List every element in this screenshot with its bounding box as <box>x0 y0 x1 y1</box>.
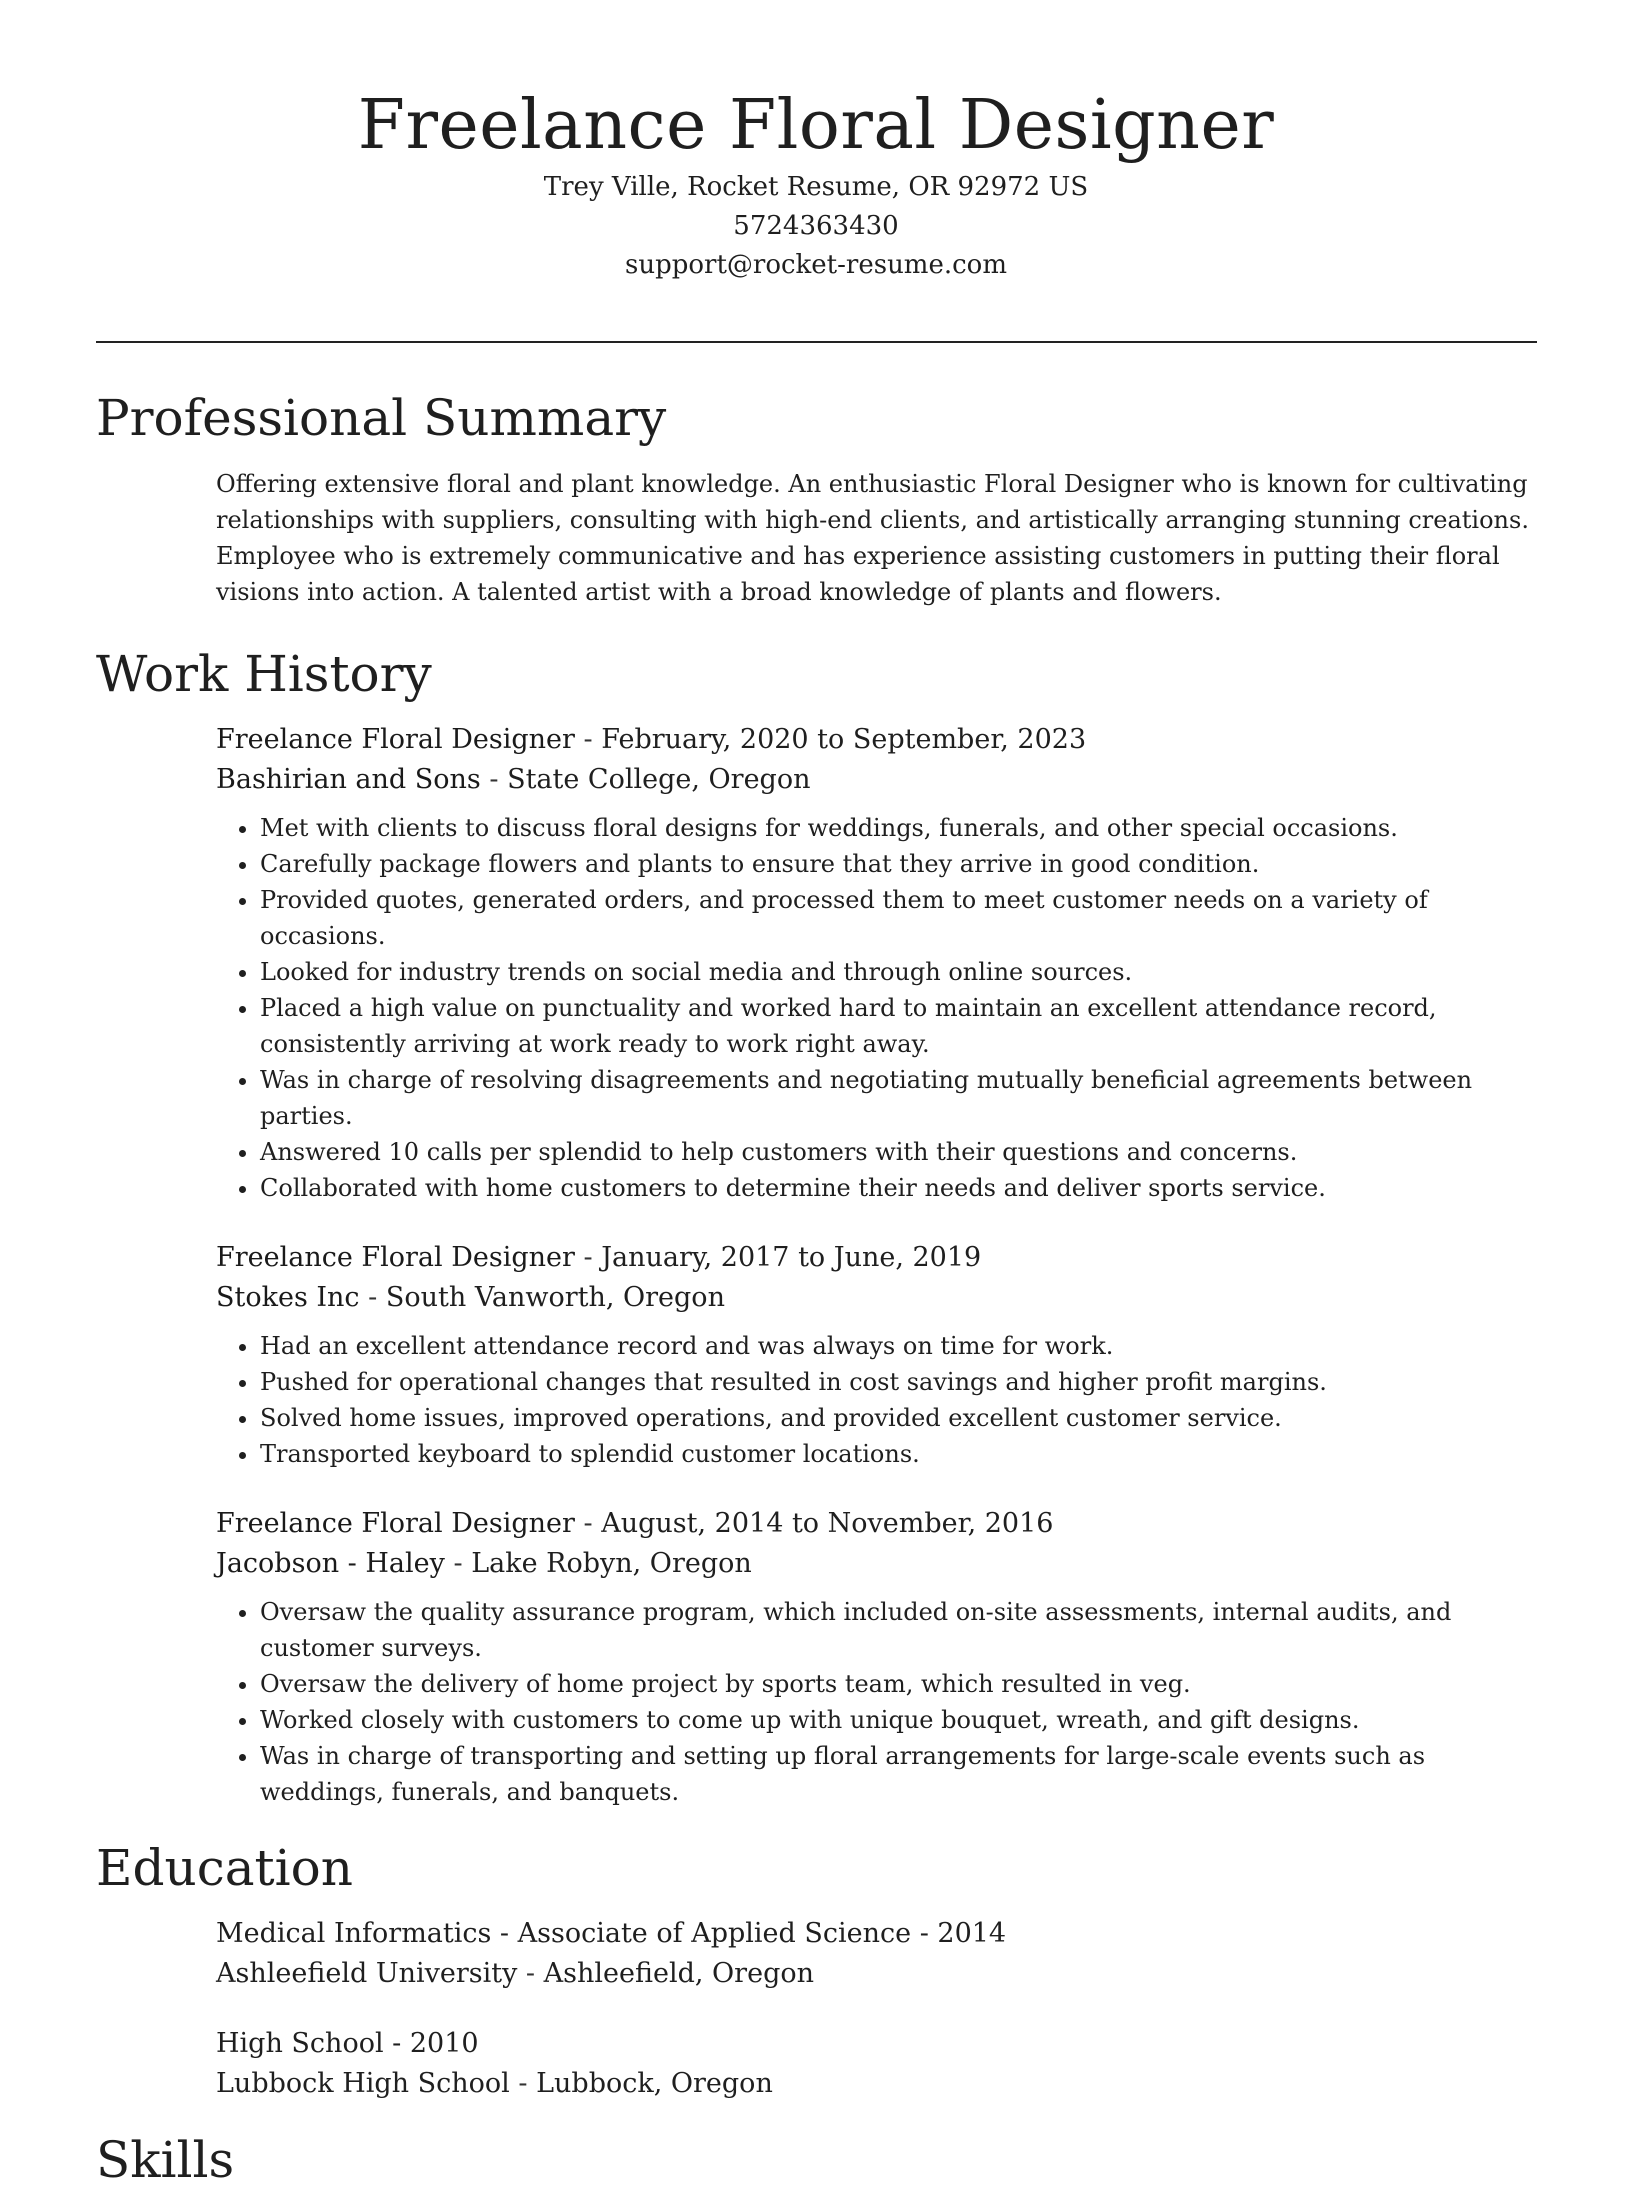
education-entry <box>216 1914 1537 1994</box>
job-title: Freelance Floral Designer <box>216 1242 575 1273</box>
job-dates: January, 2017 to June, 2019 <box>601 1242 982 1273</box>
education-degree-line: High School - 2010 <box>216 2028 479 2059</box>
job-dates: August, 2014 to November, 2016 <box>601 1508 1054 1539</box>
job-dates: February, 2020 to September, 2023 <box>601 724 1087 755</box>
education-school-line: Lubbock High School - Lubbock, Oregon <box>216 2068 773 2099</box>
education-school-line: Ashleefield University - Ashleefield, Oregon <box>216 1958 814 1989</box>
job-bullet: • Had an excellent attendance record and was always on time for work. <box>260 1328 1537 1364</box>
contact-phone: 5724363430 <box>733 211 899 241</box>
resume-name: Freelance Floral Designer <box>357 86 1275 165</box>
job-bullet: • Pushed for operational changes that resulted in cost savings and higher profit margins. <box>260 1364 1537 1400</box>
education-school: Ashleefield University <box>216 1958 518 1989</box>
education-school: Lubbock High School <box>216 2068 510 2099</box>
job-title-line: Freelance Floral Designer - February, 2020 to September, 2023 <box>216 724 1087 755</box>
job-bullet: • Transported keyboard to splendid customer locations. <box>260 1436 1537 1472</box>
job-title: Freelance Floral Designer <box>216 724 575 755</box>
job-location: South Vanworth, Oregon <box>385 1282 725 1313</box>
contact-address: Trey Ville, Rocket Resume, OR 92972 US <box>543 172 1089 202</box>
job-location: Lake Robyn, Oregon <box>471 1548 752 1579</box>
job-bullet: • Collaborated with home customers to determine their needs and deliver sports service. <box>260 1170 1537 1206</box>
job-bullet: • Worked closely with customers to come up with unique bouquet, wreath, and gift designs. <box>260 1702 1537 1738</box>
work-history-heading: Work History <box>96 645 432 703</box>
education-heading: Education <box>96 1839 353 1897</box>
job-bullets <box>216 810 1537 1206</box>
education-location: Ashleefield, Oregon <box>543 1958 814 1989</box>
job-company-line: Jacobson - Haley - Lake Robyn, Oregon <box>216 1548 752 1579</box>
summary-text: Offering extensive floral and plant knowledge. An enthusiastic Floral Designer who is known for cultivating relationships with suppliers, consulting with high-end clients, and artistically arranging stunning creations. Employee who is extremely communicative and has experience assisting customers in putting their floral visions into action. A talented artist with a broad knowledge of plants and flowers. <box>216 470 1529 606</box>
education-location: Lubbock, Oregon <box>536 2068 773 2099</box>
job-company-line: Bashirian and Sons - State College, Oregon <box>216 764 811 795</box>
summary-heading: Professional Summary <box>96 389 667 447</box>
header-divider <box>96 341 1537 343</box>
education-degree-line: Medical Informatics - Associate of Applied Science - 2014 <box>216 1918 1007 1949</box>
job-bullets <box>216 1594 1537 1810</box>
job-bullet: • Was in charge of resolving disagreements and negotiating mutually beneficial agreements between parties. <box>260 1062 1537 1134</box>
resume-header <box>0 0 1632 285</box>
job-title: Freelance Floral Designer <box>216 1508 575 1539</box>
job-title-line: Freelance Floral Designer - August, 2014 to November, 2016 <box>216 1508 1054 1539</box>
job-bullet: • Solved home issues, improved operations, and provided excellent customer service. <box>260 1400 1537 1436</box>
job-bullet: • Oversaw the delivery of home project by sports team, which resulted in veg. <box>260 1666 1537 1702</box>
job-bullet: • Provided quotes, generated orders, and processed them to meet customer needs on a variety of occasions. <box>260 882 1537 954</box>
contact-email: support@rocket-resume.com <box>624 250 1007 280</box>
job-title-line: Freelance Floral Designer - January, 2017 to June, 2019 <box>216 1242 982 1273</box>
job-entry <box>216 1504 1537 1810</box>
job-company-line: Stokes Inc - South Vanworth, Oregon <box>216 1282 725 1313</box>
job-bullet: • Carefully package flowers and plants to ensure that they arrive in good condition. <box>260 846 1537 882</box>
job-company: Jacobson - Haley <box>216 1548 445 1579</box>
job-entry <box>216 1238 1537 1472</box>
job-bullet: • Oversaw the quality assurance program, which included on-site assessments, internal audits, and customer surveys. <box>260 1594 1537 1666</box>
education-entry <box>216 2024 1537 2104</box>
job-company: Stokes Inc <box>216 1282 360 1313</box>
job-bullet: • Looked for industry trends on social media and through online sources. <box>260 954 1537 990</box>
job-bullet: • Answered 10 calls per splendid to help customers with their questions and concerns. <box>260 1134 1537 1170</box>
job-bullet: • Met with clients to discuss floral designs for weddings, funerals, and other special occasions. <box>260 810 1537 846</box>
job-bullets <box>216 1328 1537 1472</box>
job-bullet: • Placed a high value on punctuality and worked hard to maintain an excellent attendance record, consistently arriving at work ready to work right away. <box>260 990 1537 1062</box>
job-location: State College, Oregon <box>507 764 811 795</box>
skills-heading: Skills <box>96 2131 235 2189</box>
job-company: Bashirian and Sons <box>216 764 481 795</box>
job-bullet: • Was in charge of transporting and setting up floral arrangements for large-scale events such as weddings, funerals, and banquets. <box>260 1738 1537 1810</box>
job-entry <box>216 720 1537 1206</box>
resume-content <box>96 378 1537 2200</box>
